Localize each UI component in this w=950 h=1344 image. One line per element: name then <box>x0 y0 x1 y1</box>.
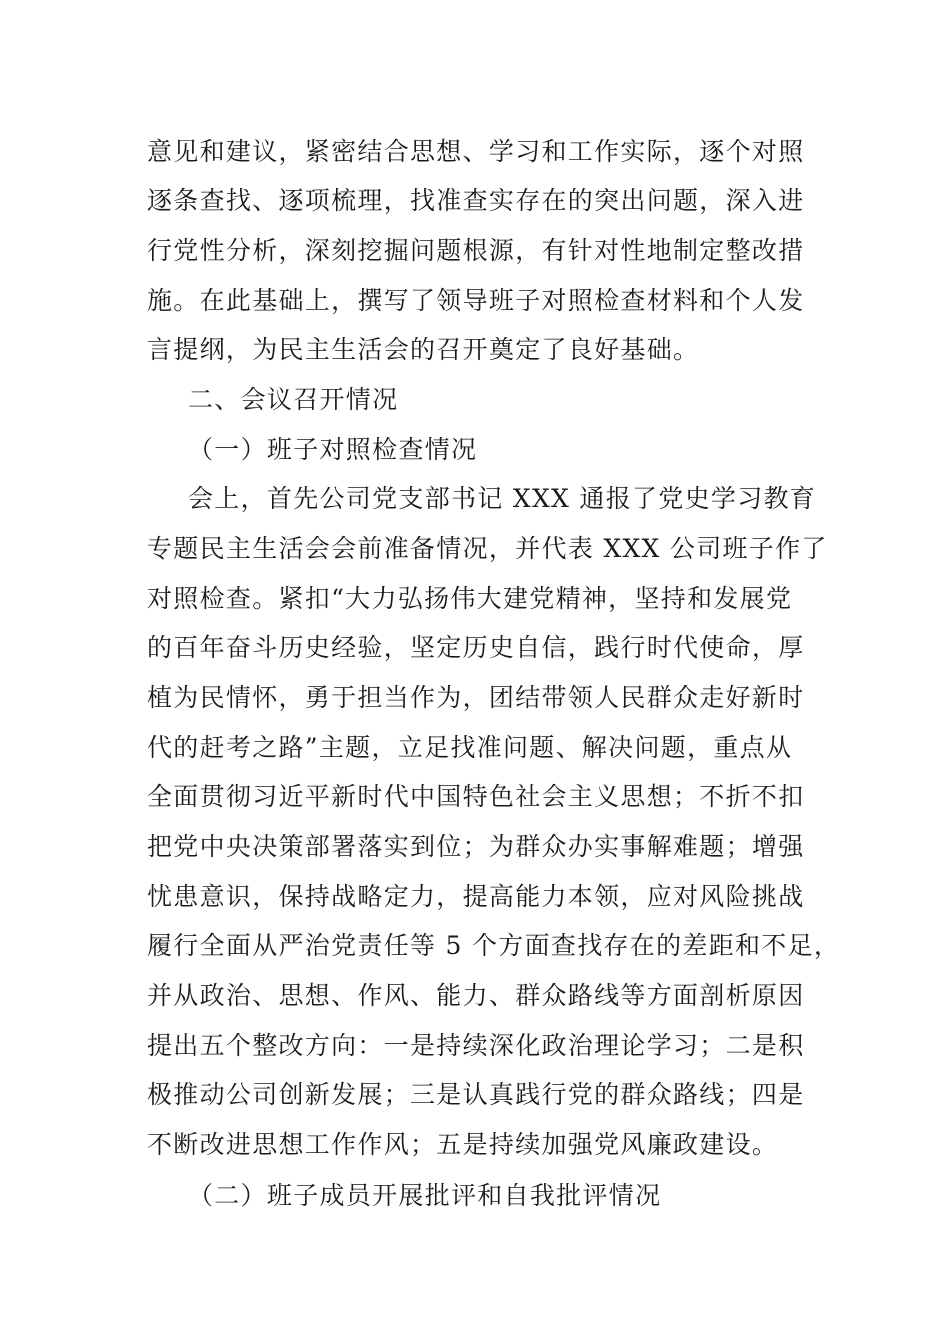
paragraph-line: 意见和建议，紧密结合思想、学习和工作实际，逐个对照 <box>147 137 805 166</box>
paragraph-line: 并从政治、思想、作风、能力、群众路线等方面剖析原因 <box>147 981 805 1010</box>
subsection-heading: （二）班子成员开展批评和自我批评情况 <box>188 1181 662 1210</box>
paragraph-line: 会上，首先公司党支部书记 XXX 通报了党史学习教育 <box>188 484 817 513</box>
paragraph-line: 极推动公司创新发展；三是认真践行党的群众路线；四是 <box>147 1080 805 1109</box>
paragraph-line: 植为民情怀，勇于担当作为，团结带领人民群众走好新时 <box>147 683 805 712</box>
paragraph-line: 的百年奋斗历史经验，坚定历史自信，践行时代使命，厚 <box>147 633 805 662</box>
paragraph-line: 全面贯彻习近平新时代中国特色社会主义思想；不折不扣 <box>147 782 805 811</box>
paragraph-line: 提出五个整改方向：一是持续深化政治理论学习；二是积 <box>147 1031 805 1060</box>
paragraph-line: 言提纲，为民主生活会的召开奠定了良好基础。 <box>147 335 700 364</box>
section-heading: 二、会议召开情况 <box>188 385 399 414</box>
paragraph-line: 专题民主生活会会前准备情况，并代表 XXX 公司班子作了 <box>147 534 828 563</box>
paragraph-line: 行党性分析，深刻挖掘问题根源，有针对性地制定整改措 <box>147 236 805 265</box>
paragraph-line: 把党中央决策部署落实到位；为群众办实事解难题；增强 <box>147 832 805 861</box>
paragraph-line: 忧患意识，保持战略定力，提高能力本领，应对风险挑战 <box>147 882 805 911</box>
paragraph-line: 逐条查找、逐项梳理，找准查实存在的突出问题，深入进 <box>147 186 805 215</box>
paragraph-line: 代的赶考之路”主题，立足找准问题、解决问题，重点从 <box>147 733 793 762</box>
paragraph-line: 对照检查。紧扣“大力弘扬伟大建党精神，坚持和发展党 <box>147 584 793 613</box>
paragraph-line: 施。在此基础上，撰写了领导班子对照检查材料和个人发 <box>147 286 805 315</box>
subsection-heading: （一）班子对照检查情况 <box>188 435 478 464</box>
paragraph-line: 履行全面从严治党责任等 5 个方面查找存在的差距和不足， <box>147 931 841 960</box>
paragraph-line: 不断改进思想工作作风；五是持续加强党风廉政建设。 <box>147 1130 779 1159</box>
